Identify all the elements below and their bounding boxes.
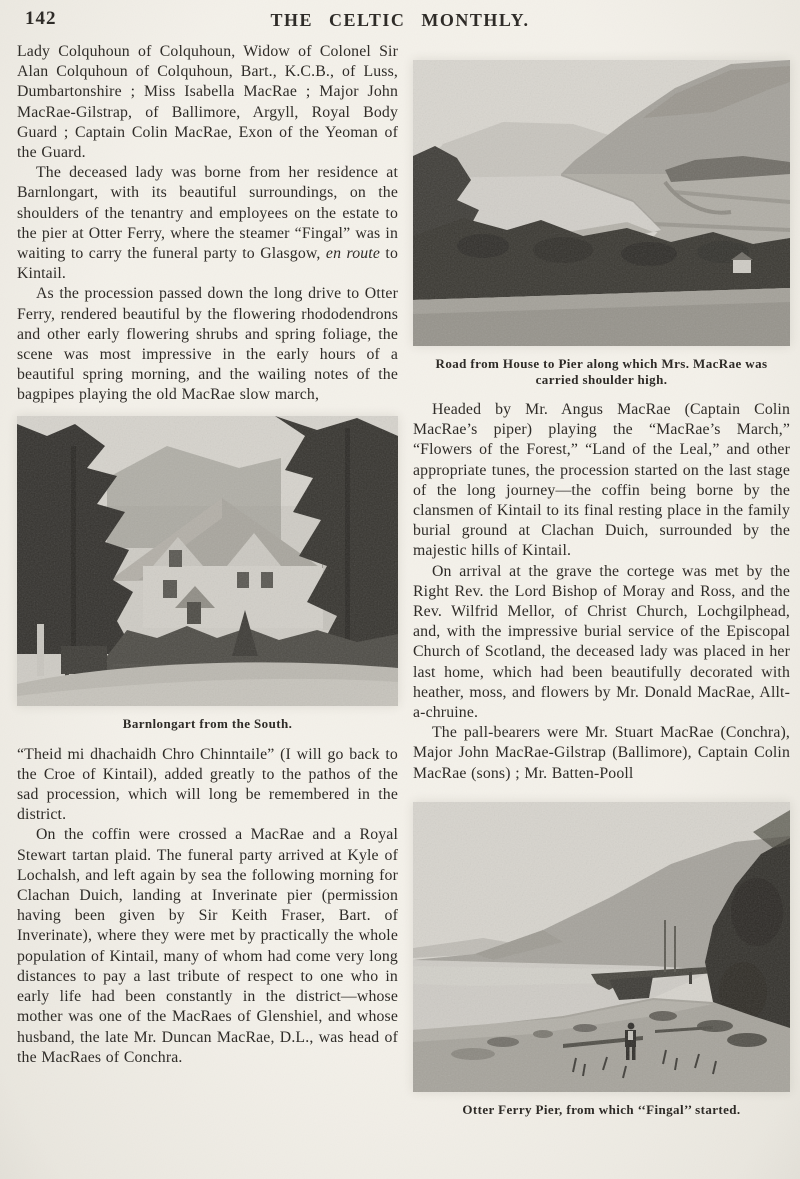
paragraph-coffin: On the coffin were crossed a MacRae and a Royal Stewart tartan plaid. The funeral party arrived at Kyle of Lochalsh, and left again by sea the following morning for Clachan Duich, landing at Inverinate pier (permission having been given by Sir Keith Fraser, Bart. of Inverinate), where they were met by practically the whole population of Kintail, many of whom had come very long distances to pay a last tribute of respect to one who in early life had been constantly in the district—whose mother was one of the MacRaes of Glenshiel, and whose husband, the late Mr. Duncan MacRae, D.L., was head of the MacRaes of Conchra.	[17, 826, 398, 1066]
page-title: THE CELTIC MONTHLY.	[270, 10, 530, 30]
photo-road-to-pier	[413, 60, 790, 388]
photo-otter-ferry-pier	[413, 802, 790, 1118]
right-column	[413, 40, 790, 1118]
paragraph-text: to Kintail.	[17, 245, 398, 283]
photo-caption-barnlongart: Barnlongart from the South.	[122, 715, 293, 731]
otter-ferry-pier-photo-image	[413, 802, 790, 1092]
paragraph-procession: As the procession passed down the long drive to Otter Ferry, rendered beautiful by the flowering rhododendrons and other early flowering shrubs and spring foliage, the scene was most impressive in the early hours of a beautiful spring morning, and the wailing notes of the bagpipes playing the old MacRae slow march,	[17, 285, 398, 404]
paragraph-theid-mi: “Theid mi dhachaidh Chro Chinntaile” (I will go back to the Croe of Kintail), added greatly to the pathos of the sad procession, which will long be remembered in the district.	[17, 745, 398, 824]
left-column	[17, 42, 398, 1068]
paragraph-text: The deceased lady was borne from her residence at Barnlongart, with its beautiful surroundings, on the shoulders of the tenantry and employees on the estate to the pier at Otter Ferry, where the steamer “Fingal” was in waiting to carry the funeral party to Glasgow,	[17, 164, 398, 263]
paragraph-pall-bearers: The pall-bearers were Mr. Stuart MacRae (Conchra), Major John MacRae-Gilstrap (Ballimore), Captain Colin MacRae (sons) ; Mr. Batten-Pooll	[413, 724, 790, 782]
paragraph-lady-colquhoun: Lady Colquhoun of Colquhoun, Widow of Colonel Sir Alan Colquhoun of Colquhoun, Bart., K.C.B., of Luss, Dumbartonshire ; Miss Isabella MacRae ; Major John MacRae-Gilstrap, of Ballimore, Argyll, Royal Body Guard ; Captain Colin MacRae, Exon of the Yeoman of the Guard.	[17, 43, 398, 162]
photo-barnlongart	[17, 416, 398, 732]
paragraph-on-arrival: On arrival at the grave the cortege was met by the Right Rev. the Lord Bishop of Moray and Ross, and the Rev. Wilfrid Mellor, of Christ Church, Lochgilphead, and, with the impressive burial service of the Episcopal Church of Scotland, the deceased lady was placed in her last home, which had been beautifully decorated with heather, moss, and flowers by Mr. Donald MacRae, Allt-a-chruine.	[413, 562, 790, 722]
paragraph-deceased-lady	[17, 163, 398, 284]
page-number: 142	[25, 8, 57, 29]
barnlongart-photo-image	[17, 416, 398, 706]
italic-en-route: en route	[325, 245, 381, 263]
photo-caption-road-to-pier: Road from House to Pier along which Mrs. MacRae was carried shoulder high.	[435, 356, 768, 387]
photo-caption-otter-ferry: Otter Ferry Pier, from which ‘‘Fingal’’ started.	[462, 1101, 741, 1117]
paragraph-headed-by: Headed by Mr. Angus MacRae (Captain Colin MacRae’s piper) playing the “MacRae’s March,” “Flowers of the Forest,” “Land of the Leal,” and other appropriate tunes, the procession started on the last stage of the long journey—the coffin being borne by the clansmen of Kintail to its final resting place in the family burial ground at Clachan Duich, surrounded by the majestic hills of Kintail.	[413, 401, 790, 560]
road-to-pier-photo-image	[413, 60, 790, 346]
